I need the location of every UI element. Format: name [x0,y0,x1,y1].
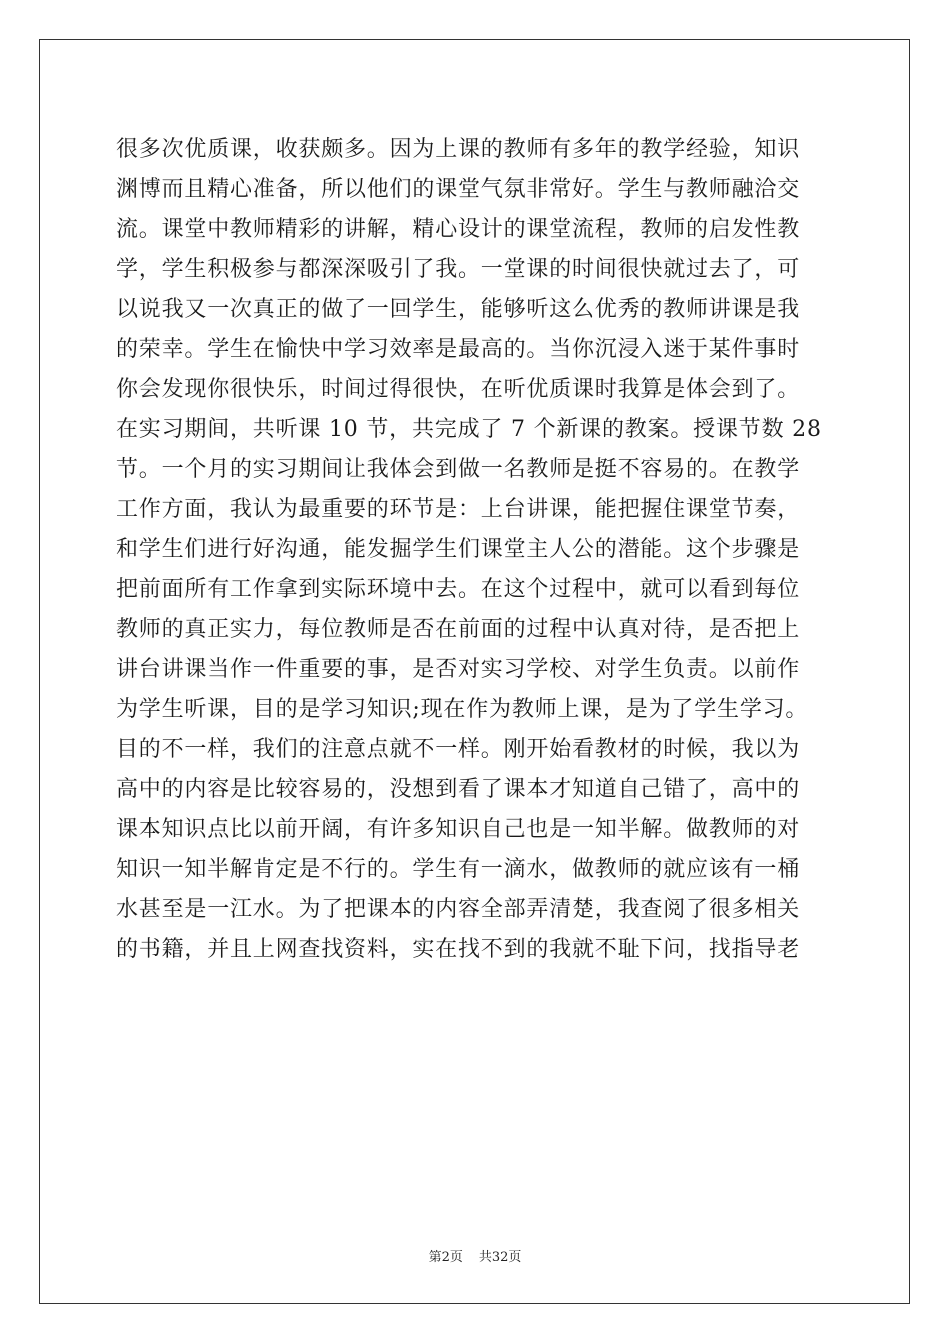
text-line: 节。一个月的实习期间让我体会到做一名教师是挺不容易的。在教学 [116,457,801,482]
text-line: 知识一知半解肯定是不行的。学生有一滴水，做教师的就应该有一桶 [116,857,801,882]
text-line: 学，学生积极参与都深深吸引了我。一堂课的时间很快就过去了，可 [116,257,801,282]
text-line: 的荣幸。学生在愉快中学习效率是最高的。当你沉浸入迷于某件事时 [116,337,801,362]
text-line: 你会发现你很快乐，时间过得很快，在听优质课时我算是体会到了。 [116,377,801,402]
text-line: 把前面所有工作拿到实际环境中去。在这个过程中，就可以看到每位 [116,577,801,602]
text-line: 和学生们进行好沟通，能发掘学生们课堂主人公的潜能。这个步骤是 [116,537,801,562]
text-line: 渊博而且精心准备，所以他们的课堂气氛非常好。学生与教师融洽交 [116,177,801,202]
text-line: 目的不一样，我们的注意点就不一样。刚开始看教材的时候，我以为 [116,737,801,762]
text-line: 很多次优质课，收获颇多。因为上课的教师有多年的教学经验，知识 [116,137,801,162]
text-line: 为学生听课，目的是学习知识;现在作为教师上课，是为了学生学习。 [116,697,809,722]
text-line: 工作方面，我认为最重要的环节是：上台讲课，能把握住课堂节奏， [116,497,801,522]
text-line: 以说我又一次真正的做了一回学生，能够听这么优秀的教师讲课是我 [116,297,801,322]
text-line: 高中的内容是比较容易的，没想到看了课本才知道自己错了，高中的 [116,777,801,802]
text-line: 教师的真正实力，每位教师是否在前面的过程中认真对待，是否把上 [116,617,801,642]
text-line: 水甚至是一江水。为了把课本的内容全部弄清楚，我查阅了很多相关 [116,897,801,922]
page-footer [0,1246,950,1265]
document-body [116,130,846,970]
text-line: 在实习期间，共听课 10 节，共完成了 7 个新课的教案。授课节数 28 [116,417,822,442]
page-number: 第2页 [428,1250,463,1265]
text-line: 讲台讲课当作一件重要的事，是否对实习学校、对学生负责。以前作 [116,657,801,682]
text-line: 流。课堂中教师精彩的讲解，精心设计的课堂流程，教师的启发性教 [116,217,801,242]
page-total: 共32页 [478,1250,522,1265]
text-line: 的书籍，并且上网查找资料，实在找不到的我就不耻下问，找指导老 [116,937,801,962]
text-line: 课本知识点比以前开阔，有许多知识自己也是一知半解。做教师的对 [116,817,801,842]
